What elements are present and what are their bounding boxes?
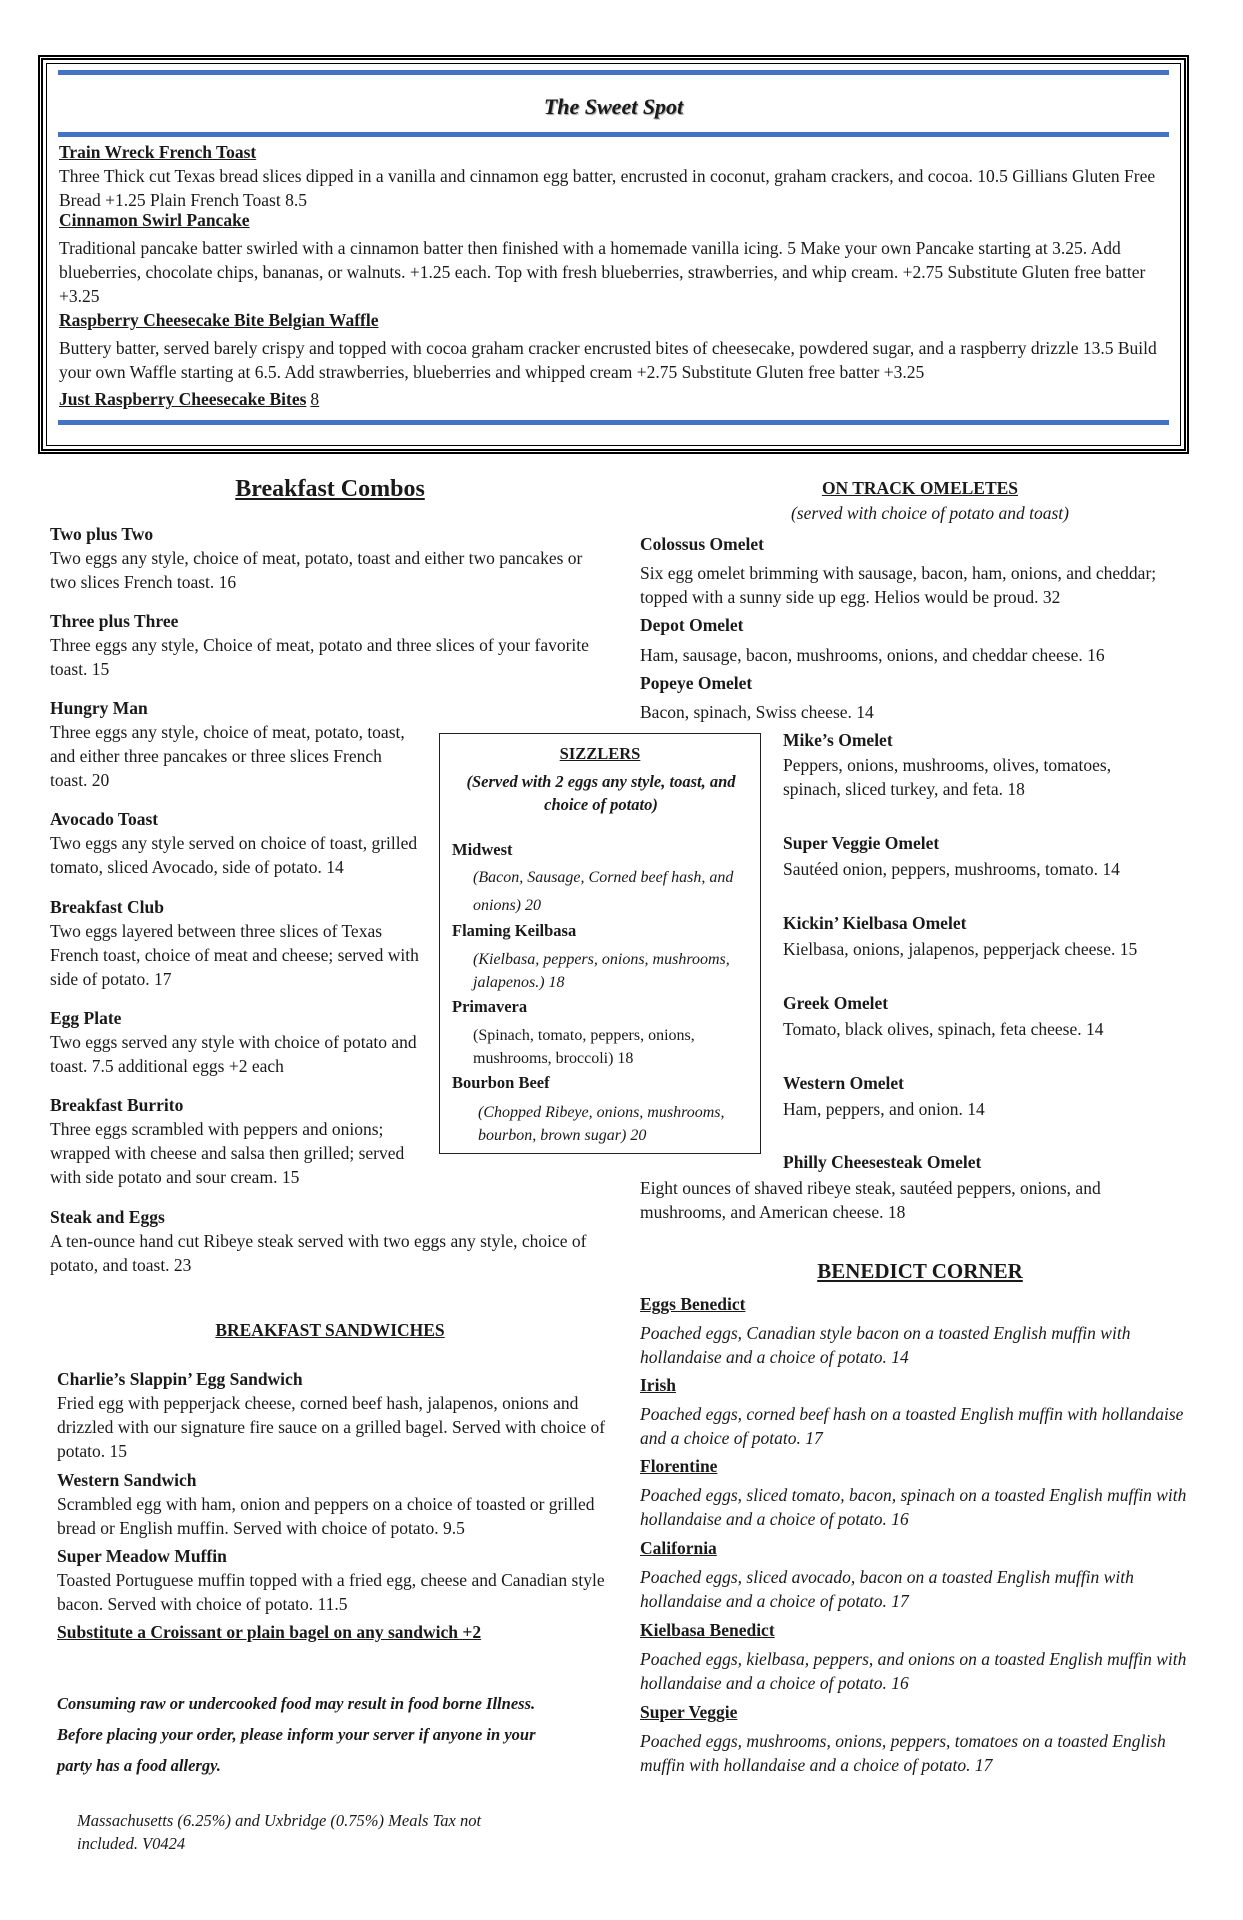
item-name: Kielbasa Benedict (640, 1620, 775, 1640)
substitute-note: Substitute a Croissant or plain bagel on any sandwich +2 (57, 1622, 482, 1642)
item-desc: Ham, sausage, bacon, mushrooms, onions, and cheddar cheese. 16 (640, 645, 1105, 665)
item-name: California (640, 1538, 717, 1558)
item-desc: Three eggs any style, Choice of meat, potato and three slices of your favorite toast. 15 (50, 635, 589, 679)
menu-item (57, 1544, 617, 1616)
item-desc: Poached eggs, sliced tomato, bacon, spinach on a toasted English muffin with hollandaise and a choice of potato. 16 (640, 1485, 1187, 1529)
item-desc: Six egg omelet brimming with sausage, bacon, ham, onions, and cheddar; topped with a sunny side up egg. Helios would be proud. 32 (640, 563, 1157, 607)
item-name: Irish (640, 1375, 676, 1395)
item-desc: (Spinach, tomato, peppers, onions, mushrooms, broccoli) 18 (473, 1027, 695, 1067)
omelets-subtitle: (served with choice of potato and toast) (790, 503, 1069, 523)
item-name: Three plus Three (50, 611, 179, 631)
item-desc: Two eggs any style, choice of meat, potato, toast and either two pancakes or two slices French toast. 16 (50, 548, 583, 592)
menu-item (59, 208, 1169, 308)
item-desc: Three eggs scrambled with peppers and onions; wrapped with cheese and salsa then grilled; served with side potato and sour cream. 15 (50, 1119, 405, 1187)
item-name: Breakfast Burrito (50, 1095, 184, 1115)
item-desc: Two eggs any style served on choice of toast, grilled tomato, sliced Avocado, side of potato. 14 (50, 833, 418, 877)
menu-item (640, 1454, 1200, 1531)
item-name: Super Meadow Muffin (57, 1546, 227, 1566)
menu-item (783, 991, 1173, 1041)
item-desc: A ten-ounce hand cut Ribeye steak served with two eggs any style, choice of potato, and toast. 23 (50, 1231, 587, 1275)
item-name: Popeye Omelet (640, 673, 753, 693)
sweet-spot-box (38, 55, 1189, 454)
warning-line: Before placing your order, please inform your server if anyone in your (57, 1725, 536, 1744)
item-desc: Fried egg with pepperjack cheese, corned beef hash, jalapenos, onions and drizzled with our signature fire sauce on a grilled bagel. Served with choice of potato. 15 (57, 1393, 606, 1461)
item-name: Primavera (452, 997, 528, 1016)
menu-item (50, 1006, 425, 1078)
item-name: Charlie’s Slappin’ Egg Sandwich (57, 1369, 303, 1389)
item-name: Mike’s Omelet (783, 730, 893, 750)
menu-item (59, 140, 1169, 212)
item-name: Western Omelet (783, 1073, 904, 1093)
item-name: Super Veggie Omelet (783, 833, 940, 853)
menu-item (50, 1205, 620, 1277)
menu-item (50, 522, 610, 594)
item-name: Eggs Benedict (640, 1294, 746, 1314)
menu-item (50, 807, 435, 879)
item-name: Just Raspberry Cheesecake Bites (59, 389, 307, 409)
item-name: Hungry Man (50, 698, 148, 718)
tax-line: included. V0424 (77, 1834, 186, 1853)
item-desc: Poached eggs, sliced avocado, bacon on a toasted English muffin with hollandaise and a choice of potato. 17 (640, 1567, 1134, 1611)
item-name: Western Sandwich (57, 1470, 197, 1490)
item-name: Two plus Two (50, 524, 154, 544)
item-desc: Poached eggs, kielbasa, peppers, and onions on a toasted English muffin with hollandaise and a choice of potato. 16 (640, 1649, 1187, 1693)
item-desc: Two eggs served any style with choice of potato and toast. 7.5 additional eggs +2 each (50, 1032, 417, 1076)
tax-line: Massachusetts (6.25%) and Uxbridge (0.75%) Meals Tax not (77, 1811, 482, 1830)
sweet-spot-title: The Sweet Spot (543, 94, 684, 119)
menu-item (50, 895, 425, 991)
item-name: Train Wreck French Toast (59, 142, 257, 162)
item-desc: Sautéed onion, peppers, mushrooms, tomato. 14 (783, 859, 1120, 879)
item-desc: (Chopped Ribeye, onions, mushrooms, bourbon, brown sugar) 20 (478, 1104, 725, 1144)
item-desc: (Bacon, Sausage, Corned beef hash, and onions) 20 (473, 869, 734, 914)
warning-line: party has a food allergy. (57, 1756, 221, 1775)
item-name: Kickin’ Kielbasa Omelet (783, 913, 967, 933)
item-name: Bourbon Beef (452, 1073, 550, 1092)
item-name: Avocado Toast (50, 809, 159, 829)
allergy-warning (57, 1688, 637, 1781)
item-name: Egg Plate (50, 1008, 122, 1028)
item-desc: Kielbasa, onions, jalapenos, pepperjack cheese. 15 (783, 939, 1138, 959)
sizzlers-subtitle: (Served with 2 eggs any style, toast, and choice of potato) (466, 772, 736, 814)
item-name: Philly Cheesesteak Omelet (783, 1152, 982, 1172)
item-desc: Traditional pancake batter swirled with a cinnamon batter then finished with a homemade vanilla icing. 5 Make your own Pancake starting at 3.25. Add blueberries, chocolate chips, bananas, or walnuts. +1.25 each. Top with fresh blueberries, strawberries, and whip cream. +2.75 Substitute Gluten free batter +3.25 (59, 238, 1146, 306)
item-name: Breakfast Club (50, 897, 164, 917)
sandwiches-title: BREAKFAST SANDWICHES (215, 1320, 445, 1340)
item-desc: Ham, peppers, and onion. 14 (783, 1099, 985, 1119)
menu-item (640, 1700, 1200, 1777)
menu-item (640, 1618, 1200, 1695)
item-name: Greek Omelet (783, 993, 889, 1013)
item-name: Raspberry Cheesecake Bite Belgian Waffle (59, 310, 379, 330)
item-desc: (Kielbasa, peppers, onions, mushrooms, jalapenos.) 18 (473, 951, 730, 991)
item-desc: Three eggs any style, choice of meat, potato, toast, and either three pancakes or three slices French toast. 20 (50, 722, 405, 790)
menu-item (59, 308, 1169, 384)
item-name: Depot Omelet (640, 615, 744, 635)
menu-item (783, 1071, 1173, 1121)
menu-item (640, 671, 1200, 724)
menu-item (783, 728, 1158, 801)
benedict-title: BENEDICT CORNER (817, 1259, 1023, 1283)
item-name: Colossus Omelet (640, 534, 764, 554)
menu-item (783, 831, 1173, 881)
tax-note (77, 1809, 597, 1855)
menu-item (50, 609, 590, 681)
item-name: Flaming Keilbasa (452, 921, 577, 940)
menu-item (640, 1292, 1200, 1369)
sizzlers-box (439, 733, 761, 1154)
blue-rule-mid (58, 132, 1169, 137)
menu-item (50, 1093, 425, 1189)
item-desc: Peppers, onions, mushrooms, olives, tomatoes, spinach, sliced turkey, and feta. 18 (783, 755, 1112, 799)
blue-rule-top (58, 70, 1169, 75)
item-desc: Poached eggs, corned beef hash on a toasted English muffin with hollandaise and a choice of potato. 17 (640, 1404, 1184, 1448)
item-name: Steak and Eggs (50, 1207, 165, 1227)
item-desc: Poached eggs, mushrooms, onions, peppers, tomatoes on a toasted English muffin with hollandaise and a choice of potato. 17 (640, 1731, 1166, 1775)
menu-item (783, 911, 1183, 961)
menu-item (640, 532, 1200, 609)
item-desc: Toasted Portuguese muffin topped with a fried egg, cheese and Canadian style bacon. Served with choice of potato. 11.5 (57, 1570, 605, 1614)
item-desc: Bacon, spinach, Swiss cheese. 14 (640, 702, 874, 722)
omelets-title: ON TRACK OMELETES (821, 478, 1019, 498)
menu-item (640, 1536, 1200, 1613)
menu-item (50, 696, 420, 792)
item-desc: Three Thick cut Texas bread slices dipped in a vanilla and cinnamon egg batter, encrusted in coconut, graham crackers, and cocoa. 10.5 Gillians Gluten Free Bread +1.25 Plain French Toast 8.5 (59, 166, 1156, 210)
item-name: Super Veggie (640, 1702, 738, 1722)
menu-item (640, 1373, 1200, 1450)
menu-item (59, 387, 1169, 411)
item-desc: Buttery batter, served barely crispy and topped with cocoa graham cracker encrusted bites of cheesecake, powdered sugar, and a raspberry drizzle 13.5 Build your own Waffle starting at 6.5. Add strawberries, blueberries and whipped cream +2.75 Substitute Gluten free batter +3.25 (59, 338, 1157, 382)
item-name: Midwest (452, 840, 513, 859)
menu-item (57, 1468, 617, 1540)
item-desc: Two eggs layered between three slices of Texas French toast, choice of meat and cheese; served with side of potato. 17 (50, 921, 419, 989)
menu-item (640, 613, 1200, 667)
item-desc: Tomato, black olives, spinach, feta cheese. 14 (783, 1019, 1104, 1039)
blue-rule-bottom (58, 420, 1169, 425)
item-desc: Scrambled egg with ham, onion and peppers on a choice of toasted or grilled bread or English muffin. Served with choice of potato. 9.5 (57, 1494, 595, 1538)
menu-item (57, 1367, 617, 1463)
item-price: 8 (310, 389, 320, 409)
item-name: Cinnamon Swirl Pancake (59, 210, 250, 230)
item-desc: Eight ounces of shaved ribeye steak, sautéed peppers, onions, and mushrooms, and American cheese. 18 (640, 1178, 1101, 1222)
warning-line: Consuming raw or undercooked food may result in food borne Illness. (57, 1694, 536, 1713)
combos-title: Breakfast Combos (235, 476, 425, 502)
item-name: Florentine (640, 1456, 718, 1476)
item-desc: Poached eggs, Canadian style bacon on a toasted English muffin with hollandaise and a choice of potato. 14 (640, 1323, 1131, 1367)
sizzlers-title: SIZZLERS (559, 744, 641, 763)
